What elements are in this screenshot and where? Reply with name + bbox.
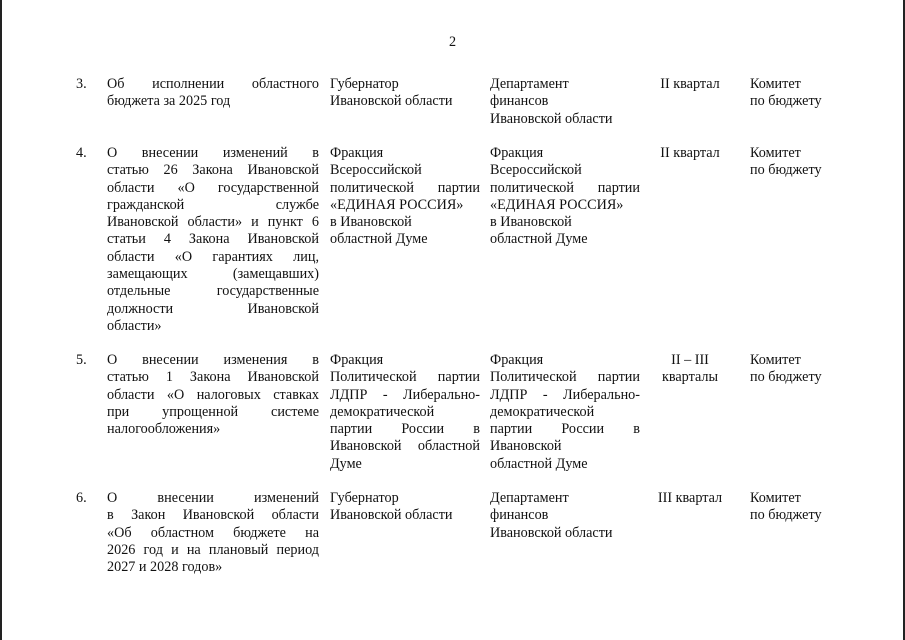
initiator-line: Ивановской области (330, 93, 453, 110)
responsible-line: Фракция (490, 352, 544, 368)
row-number: 4. (76, 145, 87, 161)
responsible-line: «ЕДИНАЯ РОССИЯ» (490, 196, 624, 213)
initiator-cell (330, 145, 480, 249)
responsible-line: областной Думе (490, 455, 588, 472)
responsible-line: Всероссийской (490, 162, 582, 179)
bill-title-line: бюджета за 2025 год (107, 93, 231, 110)
term-cell (650, 145, 730, 162)
bill-title-cell (107, 145, 319, 335)
bill-title-line: замещающих (замещавших) (107, 266, 319, 283)
committee-line: по бюджету (750, 369, 822, 386)
page-number: 2 (449, 34, 457, 50)
initiator-line: Ивановской области (330, 507, 453, 524)
bill-title-line: 2026 год и на плановый период (107, 541, 319, 558)
committee-cell (750, 490, 840, 525)
initiator-line: политической партии (330, 179, 480, 196)
term-line: III квартал (657, 490, 723, 506)
bill-title-line: в Закон Ивановской области (107, 507, 319, 524)
responsible-line: Департамент (490, 76, 569, 92)
committee-line: по бюджету (750, 507, 822, 524)
bill-title-line: 2027 и 2028 годов» (107, 559, 223, 576)
responsible-line: финансов (490, 93, 549, 110)
committee-line: по бюджету (750, 162, 822, 179)
responsible-line: ЛДПР - Либерально- (490, 386, 640, 403)
bill-title-line: О внесении изменений в (107, 145, 319, 161)
initiator-line: Ивановской областной (330, 438, 480, 455)
responsible-cell (490, 76, 640, 128)
term-line: II квартал (660, 76, 720, 92)
responsible-line: демократической (490, 403, 595, 420)
initiator-cell (330, 490, 480, 525)
committee-line: Комитет (750, 352, 801, 368)
responsible-cell (490, 145, 640, 249)
initiator-line: Думе (330, 455, 362, 472)
committee-line: Комитет (750, 490, 801, 506)
responsible-line: Ивановской области (490, 110, 613, 127)
committee-cell (750, 145, 840, 180)
committee-line: Комитет (750, 145, 801, 161)
responsible-cell (490, 352, 640, 473)
bill-title-cell (107, 352, 319, 438)
bill-title-line: О внесении изменений (107, 490, 319, 506)
committee-cell (750, 76, 840, 111)
initiator-line: в Ивановской (330, 214, 412, 231)
scan-edge-left (0, 0, 2, 640)
responsible-line: политической партии (490, 179, 640, 196)
responsible-line: областной Думе (490, 231, 588, 248)
term-line: кварталы (661, 369, 718, 386)
bill-title-line: О внесении изменения в (107, 352, 319, 368)
row-number: 6. (76, 490, 87, 506)
bill-title-line: Об исполнении областного (107, 76, 319, 92)
committee-line: по бюджету (750, 93, 822, 110)
initiator-line: Политической партии (330, 369, 480, 386)
initiator-cell (330, 352, 480, 473)
bill-title-line: области «О государственной (107, 179, 319, 196)
committee-cell (750, 352, 840, 387)
row-number: 5. (76, 352, 87, 368)
bill-title-line: отдельные государственные (107, 283, 319, 300)
bill-title-cell (107, 76, 319, 111)
bill-title-line: «Об областном бюджете на (107, 524, 319, 541)
responsible-line: Департамент (490, 490, 569, 506)
bill-title-line: статью 1 Закона Ивановской (107, 369, 319, 386)
bill-title-line: области «О налоговых ставках (107, 386, 319, 403)
bill-title-line: Ивановской области» и пункт 6 (107, 214, 319, 231)
row-number: 3. (76, 76, 87, 92)
bill-title-line: должности Ивановской (107, 300, 319, 317)
bill-title-line: статью 26 Закона Ивановской (107, 162, 319, 179)
bill-title-line: статьи 4 Закона Ивановской (107, 231, 319, 248)
initiator-line: Фракция (330, 145, 384, 161)
initiator-line: областной Думе (330, 231, 428, 248)
term-cell (650, 352, 730, 387)
responsible-line: партии России в (490, 421, 640, 438)
responsible-line: Ивановской (490, 438, 562, 455)
bill-title-line: области «О гарантиях лиц, (107, 248, 319, 265)
bill-title-cell (107, 490, 319, 576)
bill-title-line: области» (107, 317, 162, 334)
responsible-line: Ивановской области (490, 524, 613, 541)
term-line: II квартал (660, 145, 720, 161)
bill-title-line: при упрощенной системе (107, 403, 319, 420)
initiator-line: партии России в (330, 421, 480, 438)
committee-line: Комитет (750, 76, 801, 92)
initiator-line: Всероссийской (330, 162, 422, 179)
bill-title-line: гражданской службе (107, 196, 319, 213)
initiator-line: демократической (330, 403, 435, 420)
initiator-line: ЛДПР - Либерально- (330, 386, 480, 403)
initiator-line: «ЕДИНАЯ РОССИЯ» (330, 196, 464, 213)
responsible-line: в Ивановской (490, 214, 572, 231)
bill-title-line: налогообложения» (107, 421, 221, 438)
initiator-line: Губернатор (330, 76, 399, 92)
initiator-cell (330, 76, 480, 111)
term-cell (650, 490, 730, 507)
responsible-line: Фракция (490, 145, 544, 161)
responsible-cell (490, 490, 640, 542)
responsible-line: Политической партии (490, 369, 640, 386)
initiator-line: Фракция (330, 352, 384, 368)
term-line: II – III (671, 352, 709, 368)
initiator-line: Губернатор (330, 490, 399, 506)
responsible-line: финансов (490, 507, 549, 524)
term-cell (650, 76, 730, 93)
